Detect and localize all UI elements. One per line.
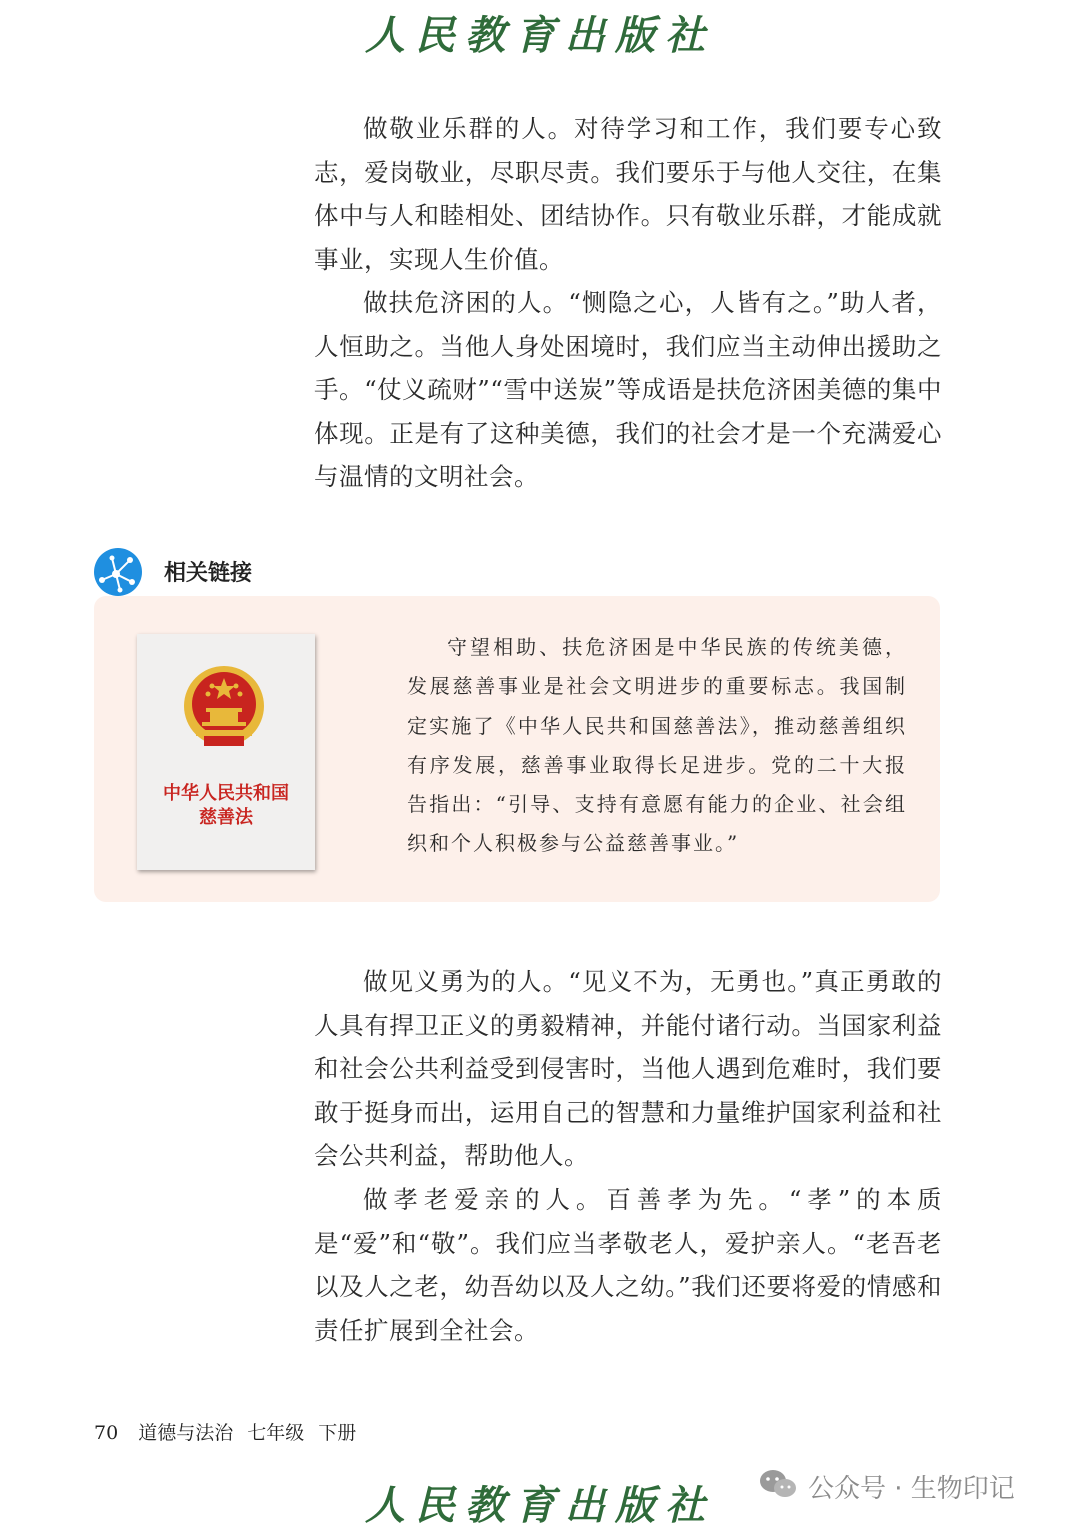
related-link-box xyxy=(94,596,940,902)
publisher-logo-bottom: 人民教育出版社 xyxy=(365,1482,715,1529)
paragraph-helping: 做扶危济困的人。“恻隐之心，人皆有之。”助人者，人恒助之。当他人身处困境时，我们应当主动伸出援助之手。“仗义疏财”“雪中送炭”等成语是扶危济困美德的集中体现。正是有了这种美德，我们的社会才是一个充满爱心与温情的文明社会。 xyxy=(314,288,942,492)
charity-law-book-cover xyxy=(137,634,315,870)
footer-volume: 下册 xyxy=(318,1422,357,1444)
national-emblem-icon xyxy=(182,664,266,752)
network-link-icon xyxy=(92,546,144,598)
page-footer xyxy=(94,1418,370,1445)
wechat-icon xyxy=(758,1468,798,1500)
watermark-text: 公众号 · 生物印记 xyxy=(808,1474,1015,1504)
paragraph-courage: 做见义勇为的人。“见义不为，无勇也。”真正勇敢的人具有捍卫正义的勇毅精神，并能付诸行动。当国家利益和社会公共利益受到侵害时，当他人遇到危难时，我们要敢于挺身而出，运用自己的智慧和力量维护国家利益和社会公共利益，帮助他人。 xyxy=(314,967,942,1171)
related-link-title: 相关链接 xyxy=(164,561,253,586)
book-title xyxy=(137,782,315,830)
publisher-logo-top: 人民教育出版社 xyxy=(365,12,715,59)
book-title-line1: 中华人民共和国 xyxy=(163,783,289,804)
page-number: 70 xyxy=(94,1422,119,1444)
book-title-line2: 慈善法 xyxy=(199,807,253,828)
paragraph-filial: 做孝老爱亲的人。百善孝为先。“孝”的本质是“爱”和“敬”。我们应当孝敬老人，爱护亲人。“老吾老以及人之老，幼吾幼以及人之幼。”我们还要将爱的情感和责任扩展到全社会。 xyxy=(314,1185,942,1345)
paragraph-dedicated: 做敬业乐群的人。对待学习和工作，我们要专心致志，爱岗敬业，尽职尽责。我们要乐于与他人交往，在集体中与人和睦相处、团结协作。只有敬业乐群，才能成就事业，实现人生价值。 xyxy=(314,114,942,274)
footer-grade: 七年级 xyxy=(247,1422,305,1444)
related-link-text: 守望相助、扶危济困是中华民族的传统美德，发展慈善事业是社会文明进步的重要标志。我国制定实施了《中华人民共和国慈善法》，推动慈善组织有序发展，慈善事业取得长足进步。党的二十大报告指出：“引导、支持有意愿有能力的企业、社会组织和个人积极参与公益慈善事业。” xyxy=(407,635,907,856)
footer-subject: 道德与法治 xyxy=(138,1422,234,1444)
